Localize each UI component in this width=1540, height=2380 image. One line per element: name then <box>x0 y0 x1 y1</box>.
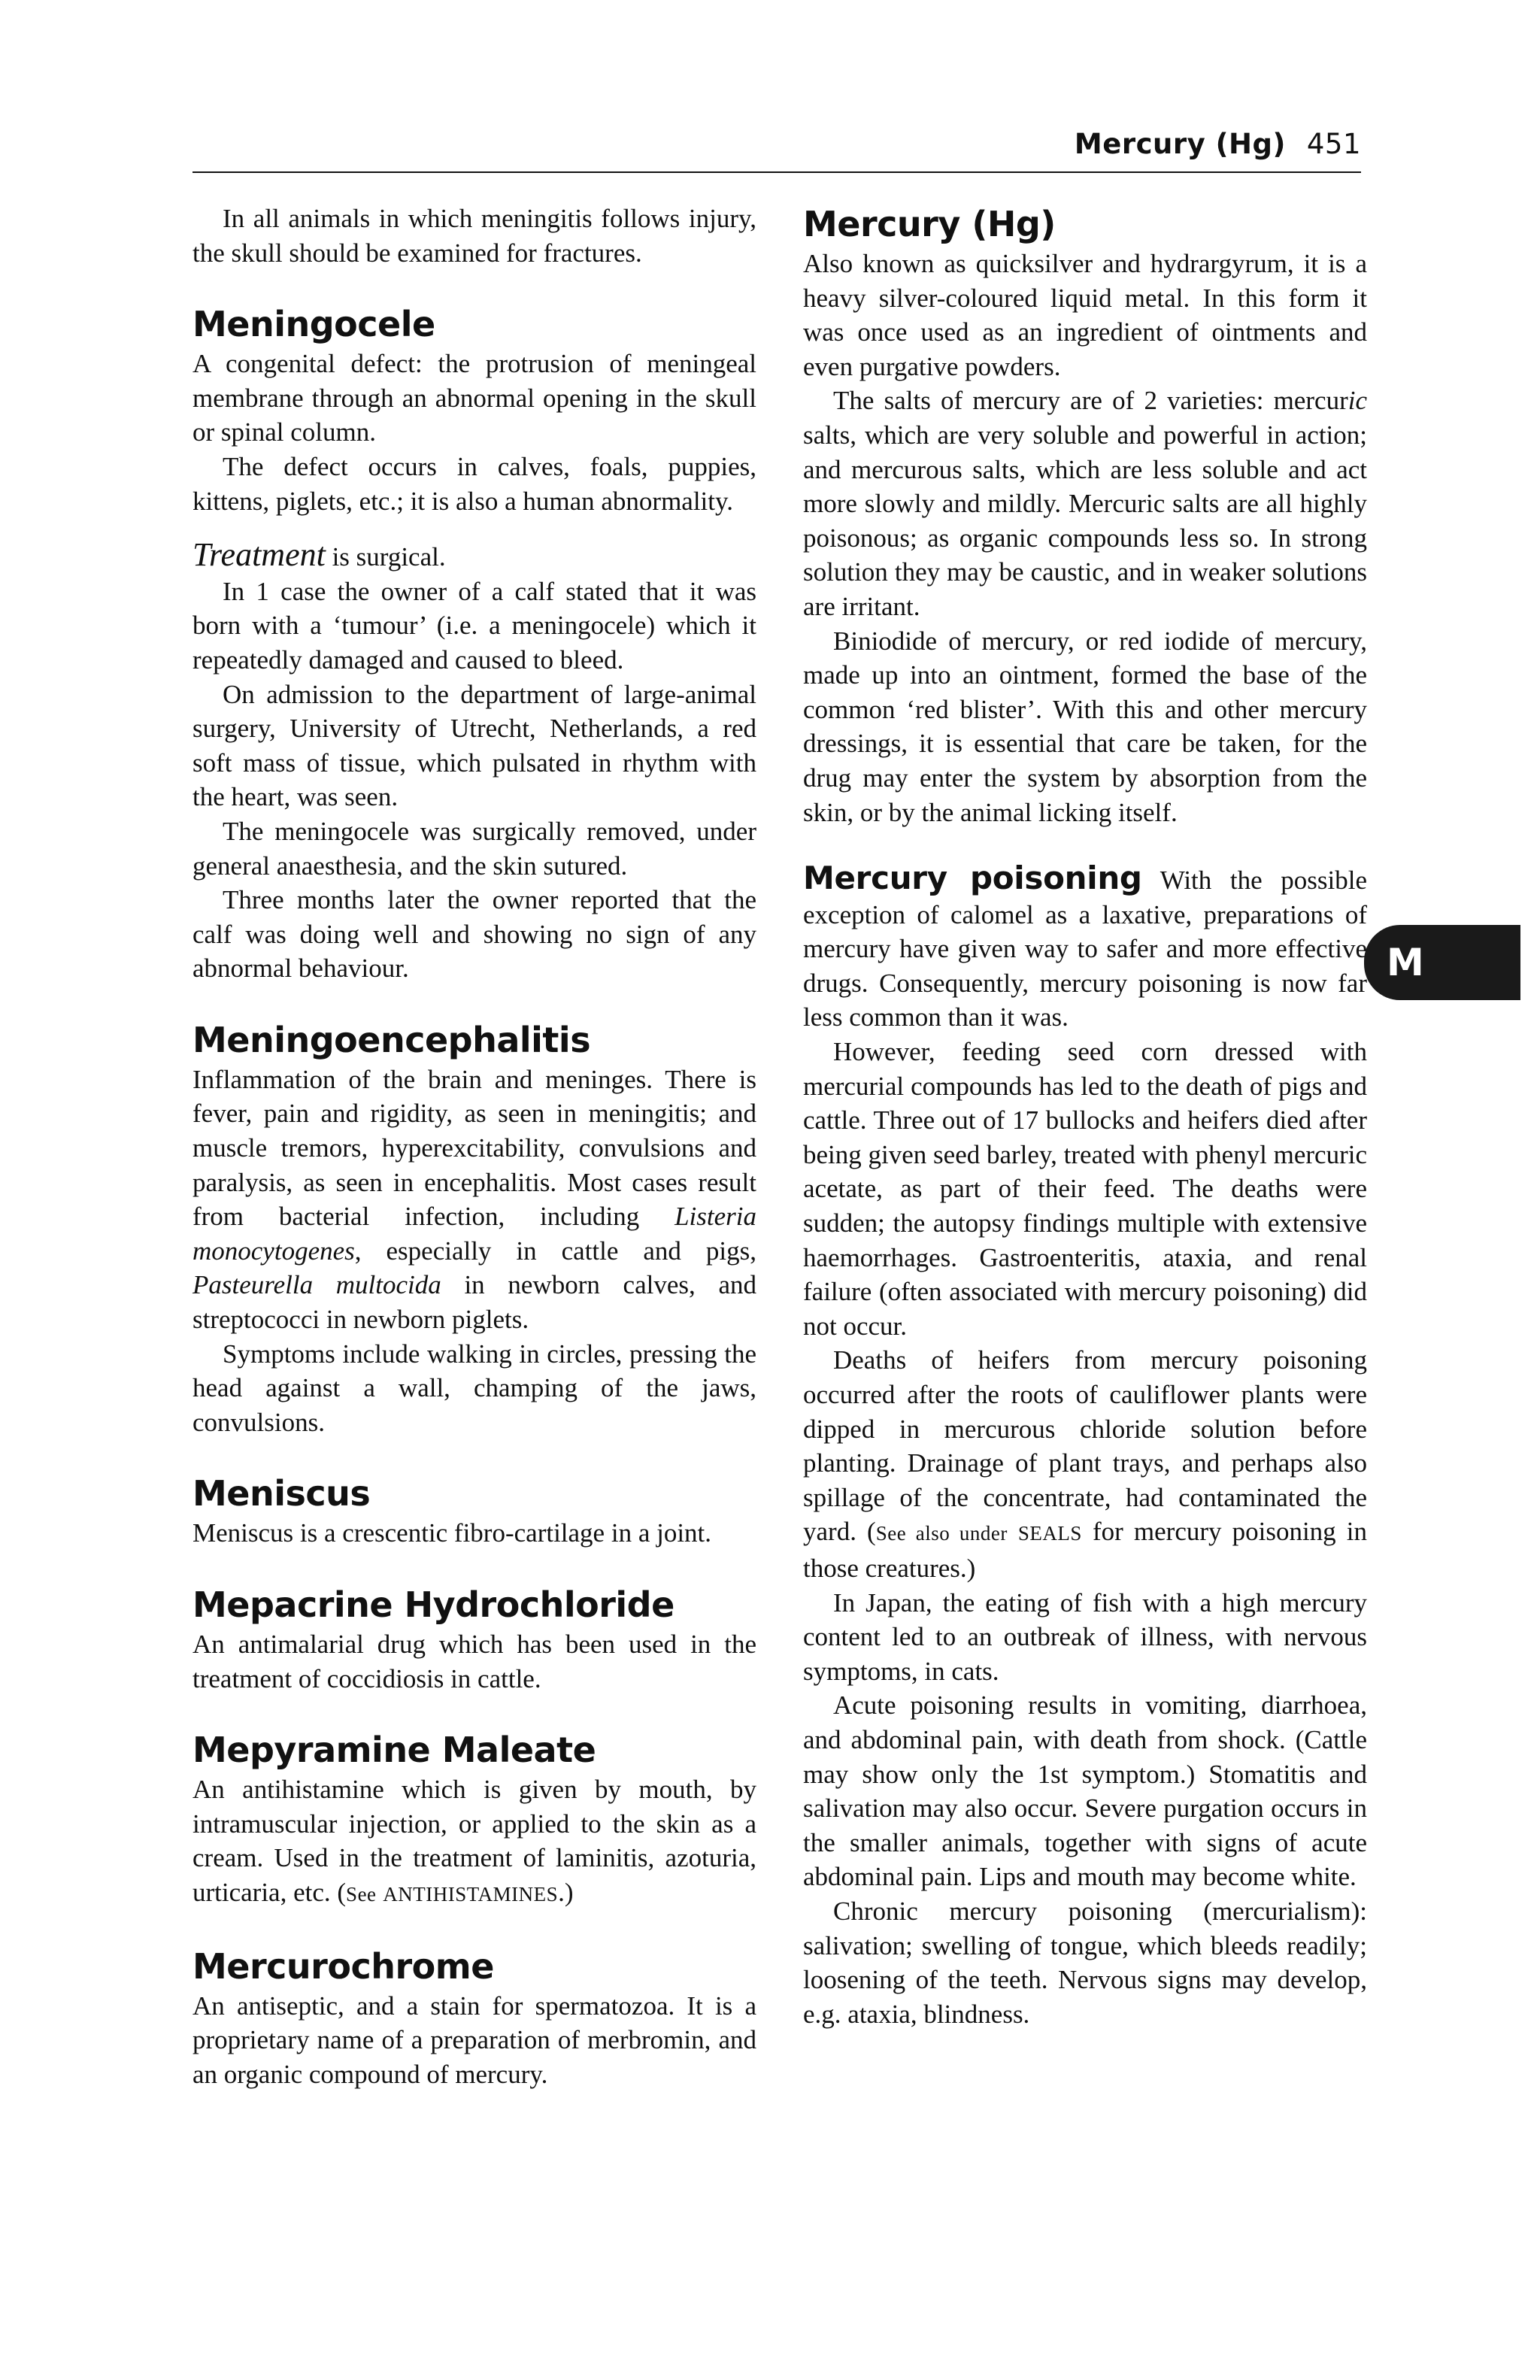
paragraph: Inflammation of the brain and meninges. There is fever, pain and rigidity, as seen in meningitis; and muscle tremors, hyperexcitability, convulsions and paralysis, as seen in encephalitis. Most cases result from bacterial infection, including Listeria monocytogenes, especially in cattle and pigs, Pasteurella multocida in newborn calves, and streptococci in newborn piglets. <box>192 1064 756 1335</box>
paragraph: Symptoms include walking in circles, pressing the head against a wall, champing of the jaws, convulsions. <box>192 1339 756 1437</box>
see-label: See <box>346 1882 377 1906</box>
species-name: Listeria monocytogenes <box>192 1202 756 1266</box>
running-header-title: Mercury (Hg) <box>1074 128 1286 160</box>
running-header <box>1075 128 1361 160</box>
paragraph: An antihistamine which is given by mouth, by intramuscular injection, or applied to the skin as a cream. Used in the treatment of laminitis, azoturia, urticaria, etc. (See ANTIHISTAMINES.) <box>192 1775 756 1907</box>
species-name: Pasteurella multocida <box>192 1270 441 1300</box>
paragraph: Also known as quicksilver and hydrargyrum, it is a heavy silver-coloured liquid metal. In this form it was once used as an ingredient of ointments and even purgative powders. <box>803 249 1367 381</box>
paragraph: Three months later the owner reported that the calf was doing well and showing no sign of any abnormal behaviour. <box>192 885 756 984</box>
header-rule <box>192 171 1361 173</box>
thumb-index-tab: M <box>1364 925 1520 1000</box>
page-number: 451 <box>1306 128 1361 160</box>
entry-heading-meniscus: Meniscus <box>192 1473 371 1514</box>
paragraph: In Japan, the eating of fish with a high mercury content led to an outbreak of illness, with nervous symptoms, in cats. <box>803 1587 1367 1686</box>
paragraph: Acute poisoning results in vomiting, diarrhoea, and abdominal pain, with death from shock. (Cattle may show only the 1st symptom.) Stomatitis and salivation may also occur. Severe purgation occurs in the smaller animals, together with signs of acute abdominal pain. Lips and mouth may become white. <box>803 1690 1367 1892</box>
paragraph: The defect occurs in calves, foals, puppies, kittens, piglets, etc.; it is also a human abnormality. <box>192 451 756 516</box>
right-column <box>803 202 1367 2031</box>
entry-heading-mercurochrome: Mercurochrome <box>192 1945 494 1987</box>
paragraph: The salts of mercury are of 2 varieties: mercuric salts, which are very soluble and powerful in action; and mercurous salts, which are less soluble and act more slowly and mildly. Mercuric salts are all highly poisonous; as organic compounds less so. In strong solution they may be caustic, and in weaker solutions are irritant. <box>803 386 1367 621</box>
treatment-text: is surgical. <box>325 542 446 572</box>
paragraph: A congenital defect: the protrusion of meningeal membrane through an abnormal opening in the skull or spinal column. <box>192 349 756 447</box>
paragraph: An antimalarial drug which has been used in the treatment of coccidiosis in cattle. <box>192 1630 756 1693</box>
entry-heading-mepacrine: Mepacrine Hydrochloride <box>192 1584 675 1625</box>
entry-heading-meningocele: Meningocele <box>192 304 435 345</box>
paragraph: Biniodide of mercury, or red iodide of mercury, made up into an ointment, formed the base of the common ‘red blister’. With this and other mercury dressings, it is essential that care be taken, for the drug may enter the system by absorption from the skin, or by the animal licking itself. <box>803 626 1367 827</box>
left-column <box>192 202 756 2091</box>
treatment-paragraph <box>192 538 756 575</box>
paragraph: Deaths of heifers from mercury poisoning occurred after the roots of cauliflower plants were dipped in mercurous chloride solution before planting. Drainage of plant trays, and perhaps also spillage of the concentrate, had contaminated the yard. (See also under SEALS for mercury poisoning in those creatures.) <box>803 1345 1367 1583</box>
entry-heading-mercury: Mercury (Hg) <box>803 204 1056 244</box>
paragraph: An antiseptic, and a stain for spermatozoa. It is a proprietary name of a preparation of merbromin, and an organic compound of mercury. <box>192 1990 756 2089</box>
paragraph: Mercury poisoning With the possible exception of calomel as a laxative, preparations of mercury have given way to safer and more effective drugs. Consequently, mercury poisoning is now far less common than it was. <box>803 860 1367 1032</box>
entry-heading-mepyramine: Mepyramine Maleate <box>192 1730 596 1771</box>
see-also-label: See also under <box>875 1522 1008 1545</box>
entry-heading-mercury-poisoning: Mercury poisoning <box>803 860 1142 897</box>
paragraph: On admission to the department of large-animal surgery, University of Utrecht, Netherlands, a red soft mass of tissue, which pulsated in rhythm with the heart, was seen. <box>192 679 756 812</box>
paragraph: In 1 case the owner of a calf stated that it was born with a ‘tumour’ (i.e. a meningocele) which it repeatedly damaged and caused to bleed. <box>192 576 756 675</box>
cross-reference: SEALS <box>1017 1522 1082 1545</box>
treatment-label: Treatment <box>192 536 326 574</box>
paragraph: However, feeding seed corn dressed with mercurial compounds has led to the death of pigs and cattle. Three out of 17 bullocks and heifers died after being given seed barley, treated with phenyl mercuric acetate, as part of their feed. The deaths were sudden; the autopsy findings multiple with extensive haemorrhages. Gastroenteritis, ataxia, and renal failure (often associated with mercury poisoning) did not occur. <box>803 1037 1367 1341</box>
intro-paragraph: In all animals in which meningitis follows injury, the skull should be examined for fractures. <box>192 204 756 268</box>
cross-reference: ANTIHISTAMINES <box>383 1882 559 1906</box>
paragraph: The meningocele was surgically removed, under general anaesthesia, and the skin sutured. <box>192 816 756 881</box>
entry-heading-meningoencephalitis: Meningoencephalitis <box>192 1019 591 1060</box>
paragraph: Chronic mercury poisoning (mercurialism): salivation; swelling of tongue, which bleeds readily; loosening of the teeth. Nervous signs may develop, e.g. ataxia, blindness. <box>803 1896 1367 2029</box>
paragraph: Meniscus is a crescentic fibro-cartilage in a joint. <box>192 1518 712 1548</box>
